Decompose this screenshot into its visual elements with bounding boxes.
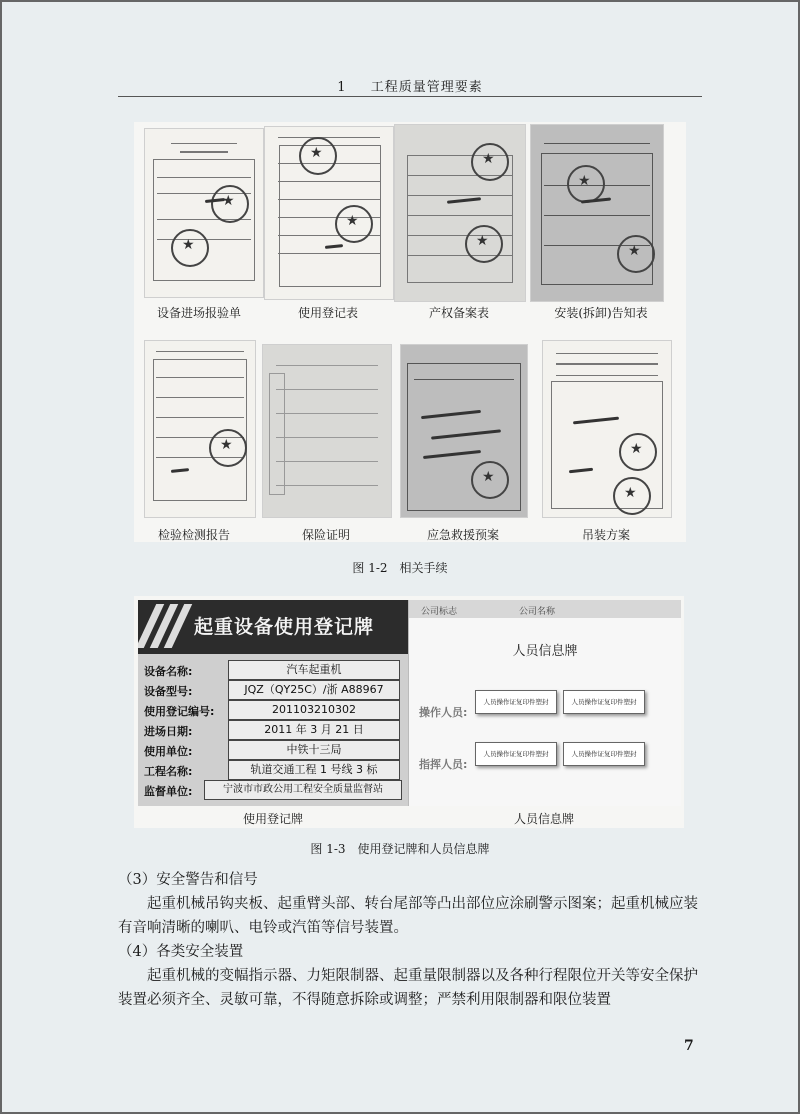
plate-row-equipment-model bbox=[144, 680, 406, 700]
doc-installation-notice-image bbox=[530, 124, 664, 302]
doc-insurance-certificate-image bbox=[262, 344, 392, 518]
figure-1-2 bbox=[134, 122, 686, 542]
operator-card-2: 人员操作证复印件塑封 bbox=[563, 690, 645, 714]
doc-usage-registration-image bbox=[264, 126, 394, 300]
caption-registration-plate: 使用登记牌 bbox=[242, 812, 303, 826]
caption-usage-registration: 使用登记表 bbox=[297, 306, 358, 320]
plate-row-user-unit bbox=[144, 740, 406, 760]
plate-label: 设备型号: bbox=[144, 685, 193, 698]
commander-card-2: 人员操作证复印件塑封 bbox=[563, 742, 645, 766]
plate-value: 2011 年 3 月 21 日 bbox=[228, 720, 400, 740]
plate-value: 201103210302 bbox=[228, 700, 400, 720]
figure-1-3-title: 图 1-3 使用登记牌和人员信息牌 bbox=[310, 842, 490, 856]
plate-row-supervision-unit bbox=[144, 780, 406, 800]
plate-row-entry-date bbox=[144, 720, 406, 740]
commander-card-1: 人员操作证复印件塑封 bbox=[475, 742, 557, 766]
plate-value: 汽车起重机 bbox=[228, 660, 400, 680]
plate-label: 使用登记编号: bbox=[144, 705, 215, 718]
plate-row-equipment-name bbox=[144, 660, 406, 680]
section-heading-4: （4）各类安全装置 bbox=[118, 944, 244, 960]
plate-row-registration-number bbox=[144, 700, 406, 720]
plate-value: JQZ（QY25C）/浙 A88967 bbox=[228, 680, 400, 700]
page-edge-left bbox=[0, 0, 2, 1114]
commander-label: 指挥人员: bbox=[419, 758, 468, 771]
plate-label: 监督单位: bbox=[144, 785, 193, 798]
caption-installation-notice: 安装(拆卸)告知表 bbox=[554, 306, 648, 320]
doc-inspection-report-image bbox=[144, 340, 256, 518]
info-board-title: 人员信息牌 bbox=[512, 644, 578, 659]
figure-1-2-title: 图 1-2 相关手续 bbox=[352, 561, 448, 575]
doc-equipment-acceptance-image bbox=[144, 128, 264, 298]
chapter-number: 1 bbox=[337, 80, 347, 95]
section-heading-3: （3）安全警告和信号 bbox=[118, 872, 258, 888]
plate-label: 进场日期: bbox=[144, 725, 193, 738]
paragraph-3: 起重机械吊钩夹板、起重臂头部、转台尾部等凸出部位应涂刷警示图案；起重机械应装有音响清晰的喇叭、电铃或汽笛等信号装置。 bbox=[118, 896, 698, 936]
page-edge-top bbox=[0, 0, 800, 2]
company-logo-label: 公司标志 bbox=[421, 607, 458, 617]
registration-plate-image bbox=[138, 600, 408, 806]
plate-label: 工程名称: bbox=[144, 765, 193, 778]
caption-emergency-plan: 应急救援预案 bbox=[426, 528, 499, 542]
caption-lifting-plan: 吊装方案 bbox=[581, 528, 630, 542]
caption-equipment-acceptance: 设备进场报验单 bbox=[156, 306, 241, 320]
plate-value: 轨道交通工程 1 号线 3 标 bbox=[228, 760, 400, 780]
caption-personnel-info-board: 人员信息牌 bbox=[513, 812, 574, 826]
caption-insurance-certificate: 保险证明 bbox=[301, 528, 350, 542]
plate-value: 中铁十三局 bbox=[228, 740, 400, 760]
caption-inspection-report: 检验检测报告 bbox=[157, 528, 230, 542]
plate-value: 宁波市市政公用工程安全质量监督站 bbox=[204, 780, 402, 800]
page-number: 7 bbox=[684, 1038, 694, 1054]
operator-card-1: 人员操作证复印件塑封 bbox=[475, 690, 557, 714]
chapter-title: 工程质量管理要素 bbox=[370, 80, 483, 95]
plate-header-band bbox=[138, 600, 408, 654]
plate-row-project-name bbox=[144, 760, 406, 780]
paragraph-4: 起重机械的变幅指示器、力矩限制器、起重量限制器以及各种行程限位开关等安全保护装置必须齐全、灵敏可靠，不得随意拆除或调整；严禁利用限制器和限位装置 bbox=[118, 968, 698, 1008]
caption-property-filing: 产权备案表 bbox=[428, 306, 489, 320]
company-name-label: 公司名称 bbox=[519, 607, 556, 617]
doc-lifting-plan-image bbox=[542, 340, 672, 518]
personnel-info-board-image bbox=[408, 600, 681, 806]
header-rule bbox=[118, 96, 702, 97]
doc-property-filing-image bbox=[394, 124, 526, 302]
plate-label: 设备名称: bbox=[144, 665, 193, 678]
operator-label: 操作人员: bbox=[419, 706, 468, 719]
plate-title: 起重设备使用登记牌 bbox=[194, 616, 375, 638]
plate-label: 使用单位: bbox=[144, 745, 193, 758]
doc-emergency-plan-image bbox=[400, 344, 528, 518]
running-header bbox=[118, 76, 702, 95]
info-board-top-bar bbox=[409, 600, 681, 618]
